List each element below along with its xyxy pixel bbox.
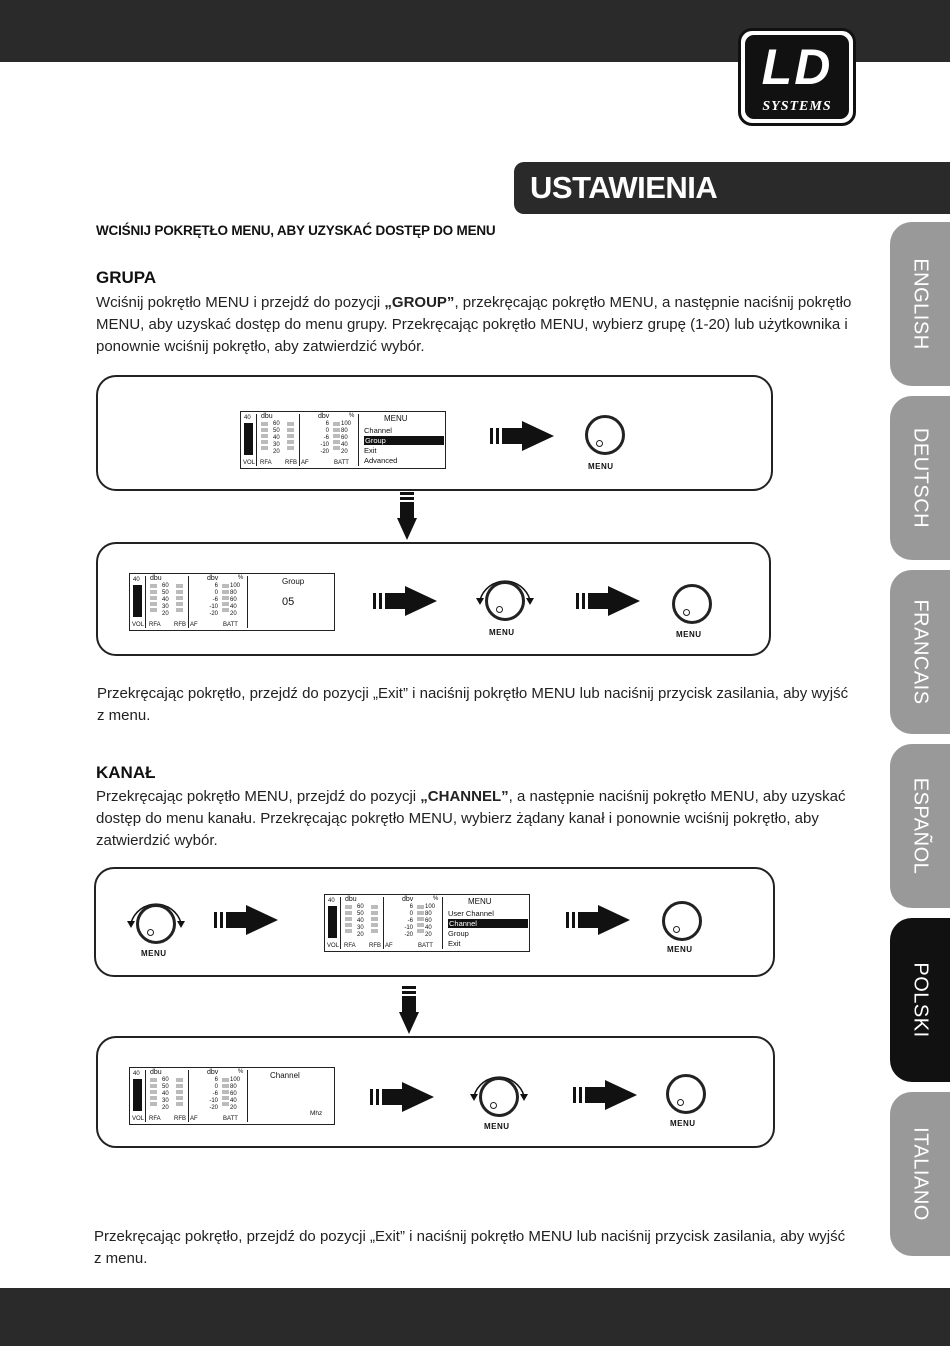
lcd-channel-display: 40 dbu 60 50 40 30 20 dbv 6 0 -6 -10 -20 % 100 80 60 40 20 VOL RFA RFB AF BATT Channel Mhz — [129, 1067, 335, 1125]
section-title: USTAWIENIA — [514, 162, 950, 214]
tab-francais[interactable]: FRANCAIS — [890, 570, 950, 734]
group-heading: GRUPA — [96, 268, 157, 287]
group-step-2-panel: 40 dbu 60 50 40 30 20 dbv 6 0 -6 -10 -20 % 100 80 60 40 20 VOL RFA RFB AF BATT Group 05 MENU MENU — [96, 542, 771, 656]
arrow-right-icon — [573, 1080, 637, 1110]
menu-knob-press-icon — [672, 584, 712, 624]
menu-knob-rotate-icon — [136, 904, 176, 944]
arrow-down-icon — [397, 492, 417, 540]
arrow-right-icon — [370, 1082, 434, 1112]
menu-knob-press-icon — [585, 415, 625, 455]
screen-unit-mhz: Mhz — [310, 1110, 323, 1117]
channel-exit-note: Przekręcając pokrętło, przejdź do pozycji „Exit” i naciśnij pokrętło MENU lub naciśnij przycisk zasilania, aby wyjść z menu. — [94, 1228, 846, 1267]
tab-english[interactable]: ENGLISH — [890, 222, 950, 386]
menu-item-user-channel: User Channel — [448, 909, 494, 918]
channel-step-1-panel: MENU 40 dbu 60 50 40 30 20 dbv 6 0 -6 -10 -20 % 100 80 60 40 20 VOL RFA RFB AF BATT MENU User Channel Channel Group Exit MENU — [94, 867, 775, 977]
ld-systems-logo: LD SYSTEMS — [738, 28, 856, 126]
menu-item-advanced: Advanced — [364, 456, 398, 465]
tab-polski[interactable]: POLSKI — [890, 918, 950, 1082]
group-step-1-panel: 40 dbu 60 50 40 30 20 dbv 6 0 -6 -10 -20 % 100 80 60 40 20 VOL RFA RFB AF BATT MENU Channel Group Exit Advanced MENU — [96, 375, 773, 491]
menu-knob-press-icon — [662, 901, 702, 941]
channel-description: Przekręcając pokrętło MENU, przejdź do pozycji „CHANNEL”, a następnie naciśnij pokrętło MENU, aby uzyskać dostęp do menu kanału. Przekręcając pokrętło MENU, wybierz żądany kanał i ponownie wciśnij pokrętło, aby zatwierdzić wybór. — [96, 788, 846, 849]
channel-heading: KANAŁ — [96, 763, 156, 782]
arrow-down-icon — [399, 986, 419, 1034]
vol-bar — [244, 423, 253, 455]
arrow-right-icon — [490, 421, 554, 451]
arrow-right-icon — [576, 586, 640, 616]
intro-heading: WCIŚNIJ POKRĘTŁO MENU, ABY UZYSKAĆ DOSTĘP DO MENU — [96, 223, 496, 238]
menu-knob-rotate-icon — [479, 1077, 519, 1117]
arrow-right-icon — [373, 586, 437, 616]
menu-item-channel-selected: Channel — [448, 919, 528, 928]
menu-knob-press-icon — [666, 1074, 706, 1114]
screen-label-group: Group — [282, 577, 305, 586]
menu-item-channel: Channel — [364, 426, 392, 435]
tab-espanol[interactable]: ESPAÑOL — [890, 744, 950, 908]
lcd-menu-display: 40 dbu 60 50 40 30 20 dbv 6 0 -6 -10 -20 % 100 80 60 40 20 VOL RFA RFB AF BATT MENU User Channel Channel Group Exit — [324, 894, 530, 952]
channel-step-2-panel: 40 dbu 60 50 40 30 20 dbv 6 0 -6 -10 -20 % 100 80 60 40 20 VOL RFA RFB AF BATT Channel Mhz MENU MENU — [96, 1036, 775, 1148]
menu-knob-rotate-icon — [485, 581, 525, 621]
bottom-bar — [0, 1288, 950, 1346]
tab-deutsch[interactable]: DEUTSCH — [890, 396, 950, 560]
screen-value-group: 05 — [282, 596, 295, 608]
menu-item-group-selected: Group — [364, 436, 444, 445]
menu-item-exit: Exit — [364, 446, 377, 455]
lcd-menu-display: 40 dbu 60 50 40 30 20 dbv 6 0 -6 -10 -20 % 100 80 60 40 20 VOL RFA RFB AF BATT MENU Channel Group Exit Advanced — [240, 411, 446, 469]
arrow-right-icon — [566, 905, 630, 935]
group-description: Wciśnij pokrętło MENU i przejdź do pozycji „GROUP”, przekręcając pokrętło MENU, a następnie naciśnij pokrętło MENU, aby uzyskać dostęp do menu grupy. Przekręcając pokrętło MENU, wybierz grupę (1-20) lub użytkownika i ponownie wciśnij pokrętło, aby zatwierdzić wybór. — [96, 294, 852, 355]
group-exit-note: Przekręcając pokrętło, przejdź do pozycji „Exit” i naciśnij pokrętło MENU lub naciśnij przycisk zasilania, aby wyjść z menu. — [97, 685, 849, 724]
lcd-group-display: 40 dbu 60 50 40 30 20 dbv 6 0 -6 -10 -20 % 100 80 60 40 20 VOL RFA RFB AF BATT Group 05 — [129, 573, 335, 631]
arrow-right-icon — [214, 905, 278, 935]
screen-label-channel: Channel — [270, 1071, 300, 1080]
menu-item-exit: Exit — [448, 939, 461, 948]
tab-italiano[interactable]: ITALIANO — [890, 1092, 950, 1256]
menu-item-group: Group — [448, 929, 469, 938]
